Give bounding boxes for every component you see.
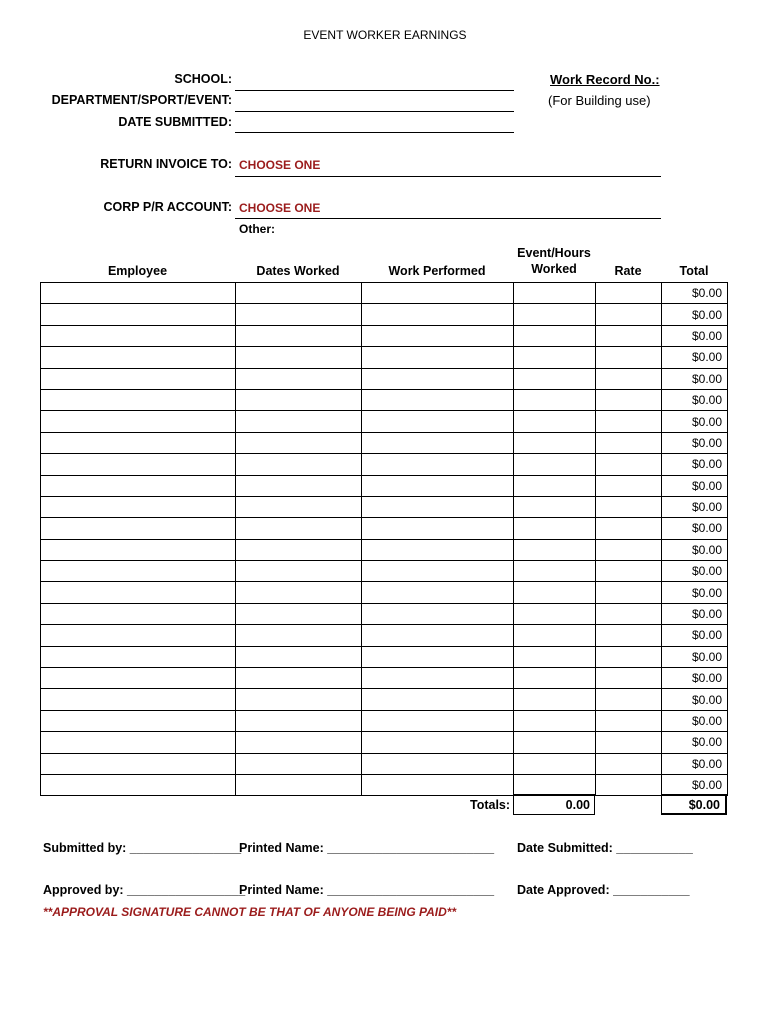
rate-cell[interactable] bbox=[596, 389, 662, 410]
totals-label: Totals: bbox=[470, 798, 511, 812]
total-cell: $0.00 bbox=[662, 539, 728, 560]
dates-worked-cell[interactable] bbox=[236, 539, 362, 560]
employee-cell[interactable] bbox=[41, 304, 236, 325]
total-cell: $0.00 bbox=[662, 753, 728, 774]
header-total: Total bbox=[679, 264, 709, 278]
hours-cell[interactable] bbox=[514, 368, 596, 389]
rate-cell[interactable] bbox=[596, 368, 662, 389]
total-cell: $0.00 bbox=[662, 710, 728, 731]
hours-cell[interactable] bbox=[514, 539, 596, 560]
hours-cell[interactable] bbox=[514, 753, 596, 774]
hours-cell[interactable] bbox=[514, 732, 596, 753]
total-cell: $0.00 bbox=[662, 603, 728, 624]
hours-cell[interactable] bbox=[514, 304, 596, 325]
header-hours-line1: Event/Hours bbox=[517, 246, 591, 260]
department-label: DEPARTMENT/SPORT/EVENT: bbox=[51, 93, 232, 107]
hours-cell[interactable] bbox=[514, 561, 596, 582]
employee-cell[interactable] bbox=[41, 496, 236, 517]
dates-worked-cell[interactable] bbox=[236, 582, 362, 603]
dates-worked-cell[interactable] bbox=[236, 710, 362, 731]
dates-worked-cell[interactable] bbox=[236, 325, 362, 346]
work-performed-cell[interactable] bbox=[362, 283, 514, 304]
work-performed-cell[interactable] bbox=[362, 732, 514, 753]
rate-cell[interactable] bbox=[596, 283, 662, 304]
employee-cell[interactable] bbox=[41, 561, 236, 582]
work-record-note: (For Building use) bbox=[548, 93, 651, 108]
dates-worked-cell[interactable] bbox=[236, 518, 362, 539]
work-performed-cell[interactable] bbox=[362, 689, 514, 710]
table-row bbox=[41, 432, 728, 453]
total-cell: $0.00 bbox=[662, 774, 728, 795]
work-performed-cell[interactable] bbox=[362, 668, 514, 689]
table-row bbox=[41, 753, 728, 774]
work-performed-cell[interactable] bbox=[362, 454, 514, 475]
rate-cell[interactable] bbox=[596, 668, 662, 689]
rate-cell[interactable] bbox=[596, 496, 662, 517]
hours-cell[interactable] bbox=[514, 389, 596, 410]
other-label: Other: bbox=[239, 222, 275, 236]
dates-worked-cell[interactable] bbox=[236, 475, 362, 496]
total-cell: $0.00 bbox=[662, 325, 728, 346]
total-cell: $0.00 bbox=[662, 432, 728, 453]
table-row bbox=[41, 518, 728, 539]
work-performed-cell[interactable] bbox=[362, 325, 514, 346]
work-performed-cell[interactable] bbox=[362, 561, 514, 582]
work-performed-cell[interactable] bbox=[362, 475, 514, 496]
hours-cell[interactable] bbox=[514, 518, 596, 539]
table-row bbox=[41, 582, 728, 603]
dates-worked-cell[interactable] bbox=[236, 368, 362, 389]
work-performed-cell[interactable] bbox=[362, 646, 514, 667]
table-row bbox=[41, 389, 728, 410]
rate-cell[interactable] bbox=[596, 411, 662, 432]
header-work-performed: Work Performed bbox=[388, 264, 486, 278]
rate-cell[interactable] bbox=[596, 710, 662, 731]
printed-name-submitted[interactable]: Printed Name: ________________________ bbox=[239, 841, 495, 855]
employee-cell[interactable] bbox=[41, 325, 236, 346]
hours-cell[interactable] bbox=[514, 710, 596, 731]
table-row bbox=[41, 668, 728, 689]
total-cell: $0.00 bbox=[662, 625, 728, 646]
table-row bbox=[41, 710, 728, 731]
table-row bbox=[41, 304, 728, 325]
total-cell: $0.00 bbox=[662, 304, 728, 325]
dates-worked-cell[interactable] bbox=[236, 347, 362, 368]
rate-cell[interactable] bbox=[596, 347, 662, 368]
total-cell: $0.00 bbox=[662, 454, 728, 475]
employee-cell[interactable] bbox=[41, 432, 236, 453]
rate-cell[interactable] bbox=[596, 325, 662, 346]
employee-cell[interactable] bbox=[41, 454, 236, 475]
dates-worked-cell[interactable] bbox=[236, 603, 362, 624]
rate-cell[interactable] bbox=[596, 304, 662, 325]
rate-cell[interactable] bbox=[596, 475, 662, 496]
rate-cell[interactable] bbox=[596, 732, 662, 753]
employee-cell[interactable] bbox=[41, 475, 236, 496]
work-performed-cell[interactable] bbox=[362, 368, 514, 389]
header-hours-line2: Worked bbox=[531, 262, 577, 276]
submitted-by[interactable]: Submitted by: ________________ bbox=[43, 841, 242, 855]
approved-by[interactable]: Approved by: _________________ bbox=[43, 883, 246, 897]
header-dates-worked: Dates Worked bbox=[256, 264, 340, 278]
total-cell: $0.00 bbox=[662, 518, 728, 539]
table-row bbox=[41, 368, 728, 389]
table-row bbox=[41, 561, 728, 582]
work-performed-cell[interactable] bbox=[362, 625, 514, 646]
earnings-table bbox=[40, 282, 728, 796]
corp-account-label: CORP P/R ACCOUNT: bbox=[103, 200, 232, 214]
total-cell: $0.00 bbox=[662, 496, 728, 517]
total-cell: $0.00 bbox=[662, 689, 728, 710]
total-cell: $0.00 bbox=[662, 283, 728, 304]
total-cell: $0.00 bbox=[662, 389, 728, 410]
table-row bbox=[41, 646, 728, 667]
employee-cell[interactable] bbox=[41, 283, 236, 304]
dates-worked-cell[interactable] bbox=[236, 454, 362, 475]
dates-worked-cell[interactable] bbox=[236, 304, 362, 325]
rate-cell[interactable] bbox=[596, 539, 662, 560]
dates-worked-cell[interactable] bbox=[236, 389, 362, 410]
printed-name-approved[interactable]: Printed Name: ________________________ bbox=[239, 883, 495, 897]
header-employee: Employee bbox=[107, 264, 168, 278]
table-row bbox=[41, 539, 728, 560]
total-cell: $0.00 bbox=[662, 561, 728, 582]
work-performed-cell[interactable] bbox=[362, 432, 514, 453]
table-row bbox=[41, 411, 728, 432]
corp-account-select[interactable]: CHOOSE ONE bbox=[239, 201, 321, 215]
page-title: EVENT WORKER EARNINGS bbox=[303, 28, 467, 42]
return-invoice-line bbox=[235, 175, 661, 177]
table-row bbox=[41, 625, 728, 646]
grand-total: $0.00 bbox=[661, 794, 727, 815]
table-row bbox=[41, 283, 728, 304]
work-performed-cell[interactable] bbox=[362, 539, 514, 560]
employee-cell[interactable] bbox=[41, 689, 236, 710]
work-performed-cell[interactable] bbox=[362, 389, 514, 410]
employee-cell[interactable] bbox=[41, 710, 236, 731]
total-cell: $0.00 bbox=[662, 646, 728, 667]
header-rate: Rate bbox=[614, 264, 642, 278]
hours-cell[interactable] bbox=[514, 454, 596, 475]
hours-cell[interactable] bbox=[514, 689, 596, 710]
dates-worked-cell[interactable] bbox=[236, 496, 362, 517]
dates-worked-cell[interactable] bbox=[236, 774, 362, 795]
hours-cell[interactable] bbox=[514, 625, 596, 646]
hours-total: 0.00 bbox=[513, 794, 595, 815]
work-record-label: Work Record No.: bbox=[550, 72, 660, 87]
work-performed-cell[interactable] bbox=[362, 710, 514, 731]
work-performed-cell[interactable] bbox=[362, 304, 514, 325]
date-approved-footer[interactable]: Date Approved: ___________ bbox=[517, 883, 690, 897]
total-cell: $0.00 bbox=[662, 582, 728, 603]
department-field[interactable] bbox=[235, 110, 514, 112]
return-invoice-select[interactable]: CHOOSE ONE bbox=[239, 158, 321, 172]
hours-cell[interactable] bbox=[514, 582, 596, 603]
total-cell: $0.00 bbox=[662, 411, 728, 432]
employee-cell[interactable] bbox=[41, 539, 236, 560]
dates-worked-cell[interactable] bbox=[236, 432, 362, 453]
dates-worked-cell[interactable] bbox=[236, 732, 362, 753]
table-row bbox=[41, 603, 728, 624]
work-performed-cell[interactable] bbox=[362, 603, 514, 624]
table-row bbox=[41, 774, 728, 795]
table-row bbox=[41, 325, 728, 346]
work-performed-cell[interactable] bbox=[362, 496, 514, 517]
rate-cell[interactable] bbox=[596, 646, 662, 667]
table-row bbox=[41, 689, 728, 710]
hours-cell[interactable] bbox=[514, 432, 596, 453]
rate-cell[interactable] bbox=[596, 774, 662, 795]
dates-worked-cell[interactable] bbox=[236, 646, 362, 667]
dates-worked-cell[interactable] bbox=[236, 753, 362, 774]
work-performed-cell[interactable] bbox=[362, 582, 514, 603]
employee-cell[interactable] bbox=[41, 668, 236, 689]
total-cell: $0.00 bbox=[662, 347, 728, 368]
table-row bbox=[41, 347, 728, 368]
employee-cell[interactable] bbox=[41, 518, 236, 539]
rate-cell[interactable] bbox=[596, 689, 662, 710]
school-label: SCHOOL: bbox=[174, 72, 232, 86]
employee-cell[interactable] bbox=[41, 753, 236, 774]
hours-cell[interactable] bbox=[514, 496, 596, 517]
rate-cell[interactable] bbox=[596, 454, 662, 475]
work-performed-cell[interactable] bbox=[362, 518, 514, 539]
hours-cell[interactable] bbox=[514, 774, 596, 795]
rate-cell[interactable] bbox=[596, 625, 662, 646]
work-performed-cell[interactable] bbox=[362, 753, 514, 774]
employee-cell[interactable] bbox=[41, 603, 236, 624]
employee-cell[interactable] bbox=[41, 646, 236, 667]
dates-worked-cell[interactable] bbox=[236, 625, 362, 646]
employee-cell[interactable] bbox=[41, 411, 236, 432]
dates-worked-cell[interactable] bbox=[236, 411, 362, 432]
rate-cell[interactable] bbox=[596, 603, 662, 624]
total-cell: $0.00 bbox=[662, 732, 728, 753]
date-submitted-footer[interactable]: Date Submitted: ___________ bbox=[517, 841, 693, 855]
employee-cell[interactable] bbox=[41, 774, 236, 795]
work-performed-cell[interactable] bbox=[362, 347, 514, 368]
rate-cell[interactable] bbox=[596, 432, 662, 453]
employee-cell[interactable] bbox=[41, 389, 236, 410]
table-row bbox=[41, 475, 728, 496]
rate-cell[interactable] bbox=[596, 518, 662, 539]
hours-cell[interactable] bbox=[514, 411, 596, 432]
dates-worked-cell[interactable] bbox=[236, 689, 362, 710]
work-performed-cell[interactable] bbox=[362, 411, 514, 432]
school-field[interactable] bbox=[235, 89, 514, 91]
rate-cell[interactable] bbox=[596, 561, 662, 582]
dates-worked-cell[interactable] bbox=[236, 668, 362, 689]
table-row bbox=[41, 496, 728, 517]
dates-worked-cell[interactable] bbox=[236, 283, 362, 304]
total-cell: $0.00 bbox=[662, 668, 728, 689]
table-row bbox=[41, 454, 728, 475]
employee-cell[interactable] bbox=[41, 368, 236, 389]
date-submitted-label: DATE SUBMITTED: bbox=[118, 115, 232, 129]
hours-cell[interactable] bbox=[514, 475, 596, 496]
employee-cell[interactable] bbox=[41, 347, 236, 368]
return-invoice-label: RETURN INVOICE TO: bbox=[100, 157, 232, 171]
rate-cell[interactable] bbox=[596, 753, 662, 774]
dates-worked-cell[interactable] bbox=[236, 561, 362, 582]
employee-cell[interactable] bbox=[41, 732, 236, 753]
total-cell: $0.00 bbox=[662, 475, 728, 496]
date-submitted-field[interactable] bbox=[235, 131, 514, 133]
work-performed-cell[interactable] bbox=[362, 774, 514, 795]
hours-cell[interactable] bbox=[514, 668, 596, 689]
hours-cell[interactable] bbox=[514, 283, 596, 304]
approval-warning: **APPROVAL SIGNATURE CANNOT BE THAT OF ANYONE BEING PAID** bbox=[43, 905, 457, 919]
hours-cell[interactable] bbox=[514, 347, 596, 368]
table-row bbox=[41, 732, 728, 753]
hours-cell[interactable] bbox=[514, 325, 596, 346]
rate-cell[interactable] bbox=[596, 582, 662, 603]
employee-cell[interactable] bbox=[41, 582, 236, 603]
corp-account-line bbox=[235, 217, 661, 219]
total-cell: $0.00 bbox=[662, 368, 728, 389]
hours-cell[interactable] bbox=[514, 646, 596, 667]
hours-cell[interactable] bbox=[514, 603, 596, 624]
employee-cell[interactable] bbox=[41, 625, 236, 646]
